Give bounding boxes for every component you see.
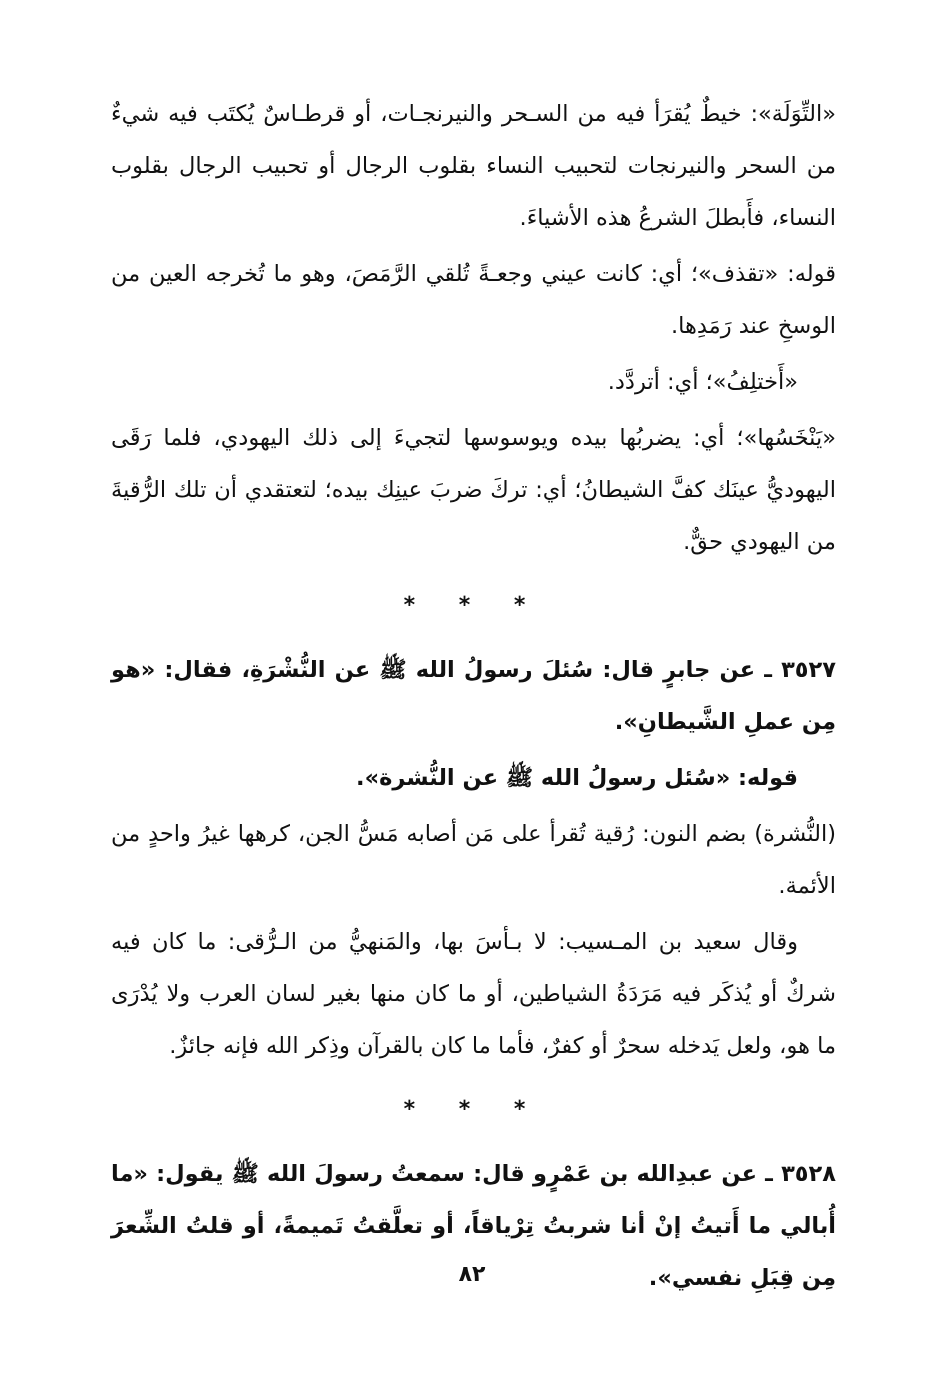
section-separator: * * *: [403, 593, 544, 618]
section-separator: * * *: [403, 1097, 544, 1122]
paragraph-said-ibn-musayyib: وقال سعيد بن المـسيب: لا بـأسَ بها، والمَنهيُّ من الـرُّقى: ما كان فيه شركٌ أو يُذكَر فيه مَرَدَةُ الشياطين، أو ما كان منها بغير لسان العرب ولا يُدْرَى ما هو، ولعل يَدخله سحرٌ أو كفرٌ، فأما ما كان بالقرآن وذِكر الله فإنه جائزٌ.: [111, 929, 836, 1059]
paragraph-nushra-definition: (النُّشرة) بضم النون: رُقية تُقرأ على مَن أصابه مَسُّ الجن، كرهها غيرُ واحدٍ من الأئمة.: [111, 821, 836, 899]
hadith-3528: ٣٥٢٨ ـ عن عبدِالله بن عَمْرٍو قال: سمعتُ رسولَ الله ﷺ يقول: «ما أُبالي ما أَتيتُ إنْ أنا شربتُ تِرْياقاً، أو تعلَّقتُ تَميمةً، أو قلتُ الشِّعرَ مِن قِبَلِ نفسي».: [111, 1161, 836, 1291]
paragraph-yankhasuha: «يَنْخَسُها»؛ أي: يضربُها بيده ويوسوسها لتجيءَ إلى ذلك اليهودي، فلما رَقَى اليهوديُّ عينَك كفَّ الشيطانُ؛ أي: تركَ ضربَ عينِك بيده؛ لتعتقدي أن تلك الرُّقيةَ من اليهودي حقٌّ.: [111, 425, 836, 555]
hadith-3527: ٣٥٢٧ ـ عن جابرٍ قال: سُئلَ رسولُ الله ﷺ عن النُّشْرَةِ، فقال: «هو مِن عملِ الشَّيطانِ».: [111, 657, 836, 735]
page-number: ٨٢: [458, 1262, 486, 1287]
paragraph-taqdhif: قوله: «تقذف»؛ أي: كانت عيني وجعـةً تُلقي الرَّمَصَ، وهو ما تُخرجه العين من الوسخِ عند رَمَدِها.: [111, 261, 836, 339]
paragraph-question-nushra: قوله: «سُئل رسولُ الله ﷺ عن النُّشرة».: [356, 765, 798, 791]
paragraph-akhtalif: «أَختلِفُ»؛ أي: أتردَّد.: [607, 369, 798, 395]
paragraph-tiwala: «التِّوَلَة»: خيطٌ يُقرَأ فيه من السـحر والنيرنجـات، أو قرطـاسٌ يُكتَب فيه شيءٌ من السحر والنيرنجات لتحبيب النساء بقلوب الرجال أو تحبيب الرجال بقلوب النساء، فأَبطلَ الشرعُ هذه الأشياءَ.: [111, 101, 836, 231]
page-body: [111, 88, 836, 1308]
